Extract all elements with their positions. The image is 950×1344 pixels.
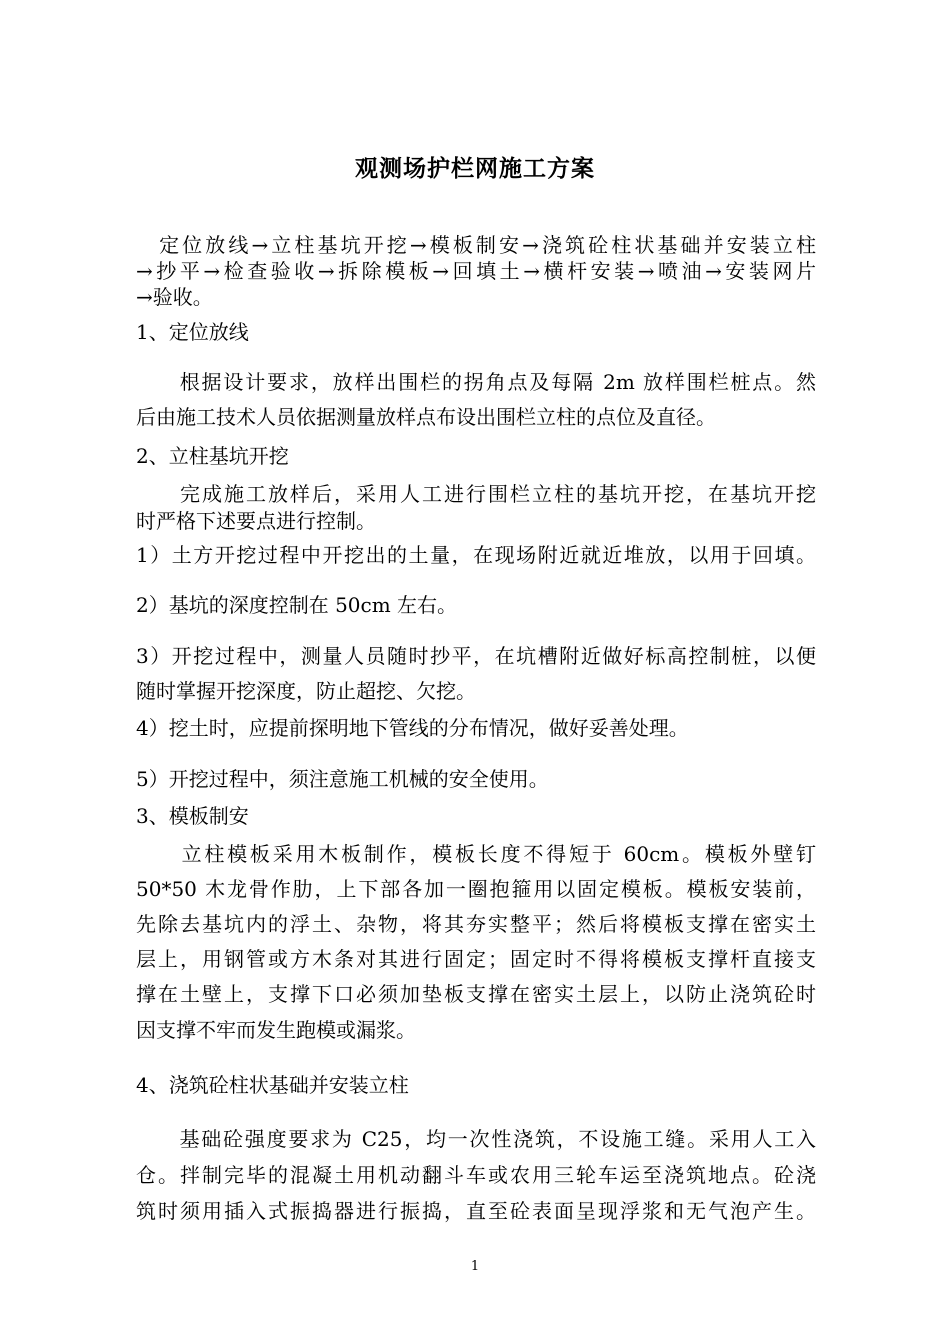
list-item: 5）开挖过程中，须注意施工机械的安全使用。: [136, 767, 549, 791]
body-line: 筑时须用插入式振捣器进行振捣，直至砼表面呈现浮浆和无气泡产生。: [136, 1199, 816, 1223]
intro-line: →验收。: [136, 285, 213, 309]
body-line: 完成施工放样后，采用人工进行围栏立柱的基坑开挖，在基坑开挖: [136, 482, 816, 506]
list-item: 2）基坑的深度控制在 50cm 左右。: [136, 593, 458, 617]
body-line: 仓。拌制完毕的混凝土用机动翻斗车或农用三轮车运至浇筑地点。砼浇: [136, 1163, 816, 1187]
section-heading: 3、模板制安: [136, 804, 249, 828]
body-line: 层上，用钢管或方木条对其进行固定；固定时不得将模板支撑杆直接支: [136, 947, 816, 971]
body-line: 基础砼强度要求为 C25，均一次性浇筑，不设施工缝。采用人工入: [136, 1127, 816, 1151]
body-line: 立柱模板采用木板制作，模板长度不得短于 60cm。模板外壁钉: [136, 842, 816, 866]
section-heading: 1、定位放线: [136, 320, 249, 344]
intro-line: 定位放线→立柱基坑开挖→模板制安→浇筑砼柱状基础并安装立柱: [136, 233, 816, 257]
page-number: 1: [470, 1259, 480, 1274]
body-line: 根据设计要求，放样出围栏的拐角点及每隔 2m 放样围栏桩点。然: [136, 370, 816, 394]
intro-line: →抄平→检查验收→拆除模板→回填土→横杆安装→喷油→安装网片: [136, 259, 816, 283]
list-item: 4）挖土时，应提前探明地下管线的分布情况，做好妥善处理。: [136, 716, 689, 740]
document-title: 观测场护栏网施工方案: [355, 155, 595, 182]
list-item: 3）开挖过程中，测量人员随时抄平，在坑槽附近做好标高控制桩，以便: [136, 644, 816, 668]
body-line: 50*50 木龙骨作肋，上下部各加一圈抱箍用以固定模板。模板安装前，: [136, 877, 816, 901]
section-heading: 2、立柱基坑开挖: [136, 444, 289, 468]
body-line: 因支撑不牢而发生跑模或漏浆。: [136, 1018, 416, 1042]
list-item: 1）土方开挖过程中开挖出的土量，在现场附近就近堆放，以用于回填。: [136, 543, 816, 567]
section-heading: 4、浇筑砼柱状基础并安装立柱: [136, 1073, 409, 1097]
body-line: 时严格下述要点进行控制。: [136, 509, 376, 533]
list-item: 随时掌握开挖深度，防止超挖、欠挖。: [136, 679, 476, 703]
body-line: 先除去基坑内的浮土、杂物，将其夯实整平；然后将模板支撑在密实土: [136, 912, 816, 936]
body-line: 撑在土壁上，支撑下口必须加垫板支撑在密实土层上，以防止浇筑砼时: [136, 982, 816, 1006]
body-line: 后由施工技术人员依据测量放样点布设出围栏立柱的点位及直径。: [136, 405, 716, 429]
